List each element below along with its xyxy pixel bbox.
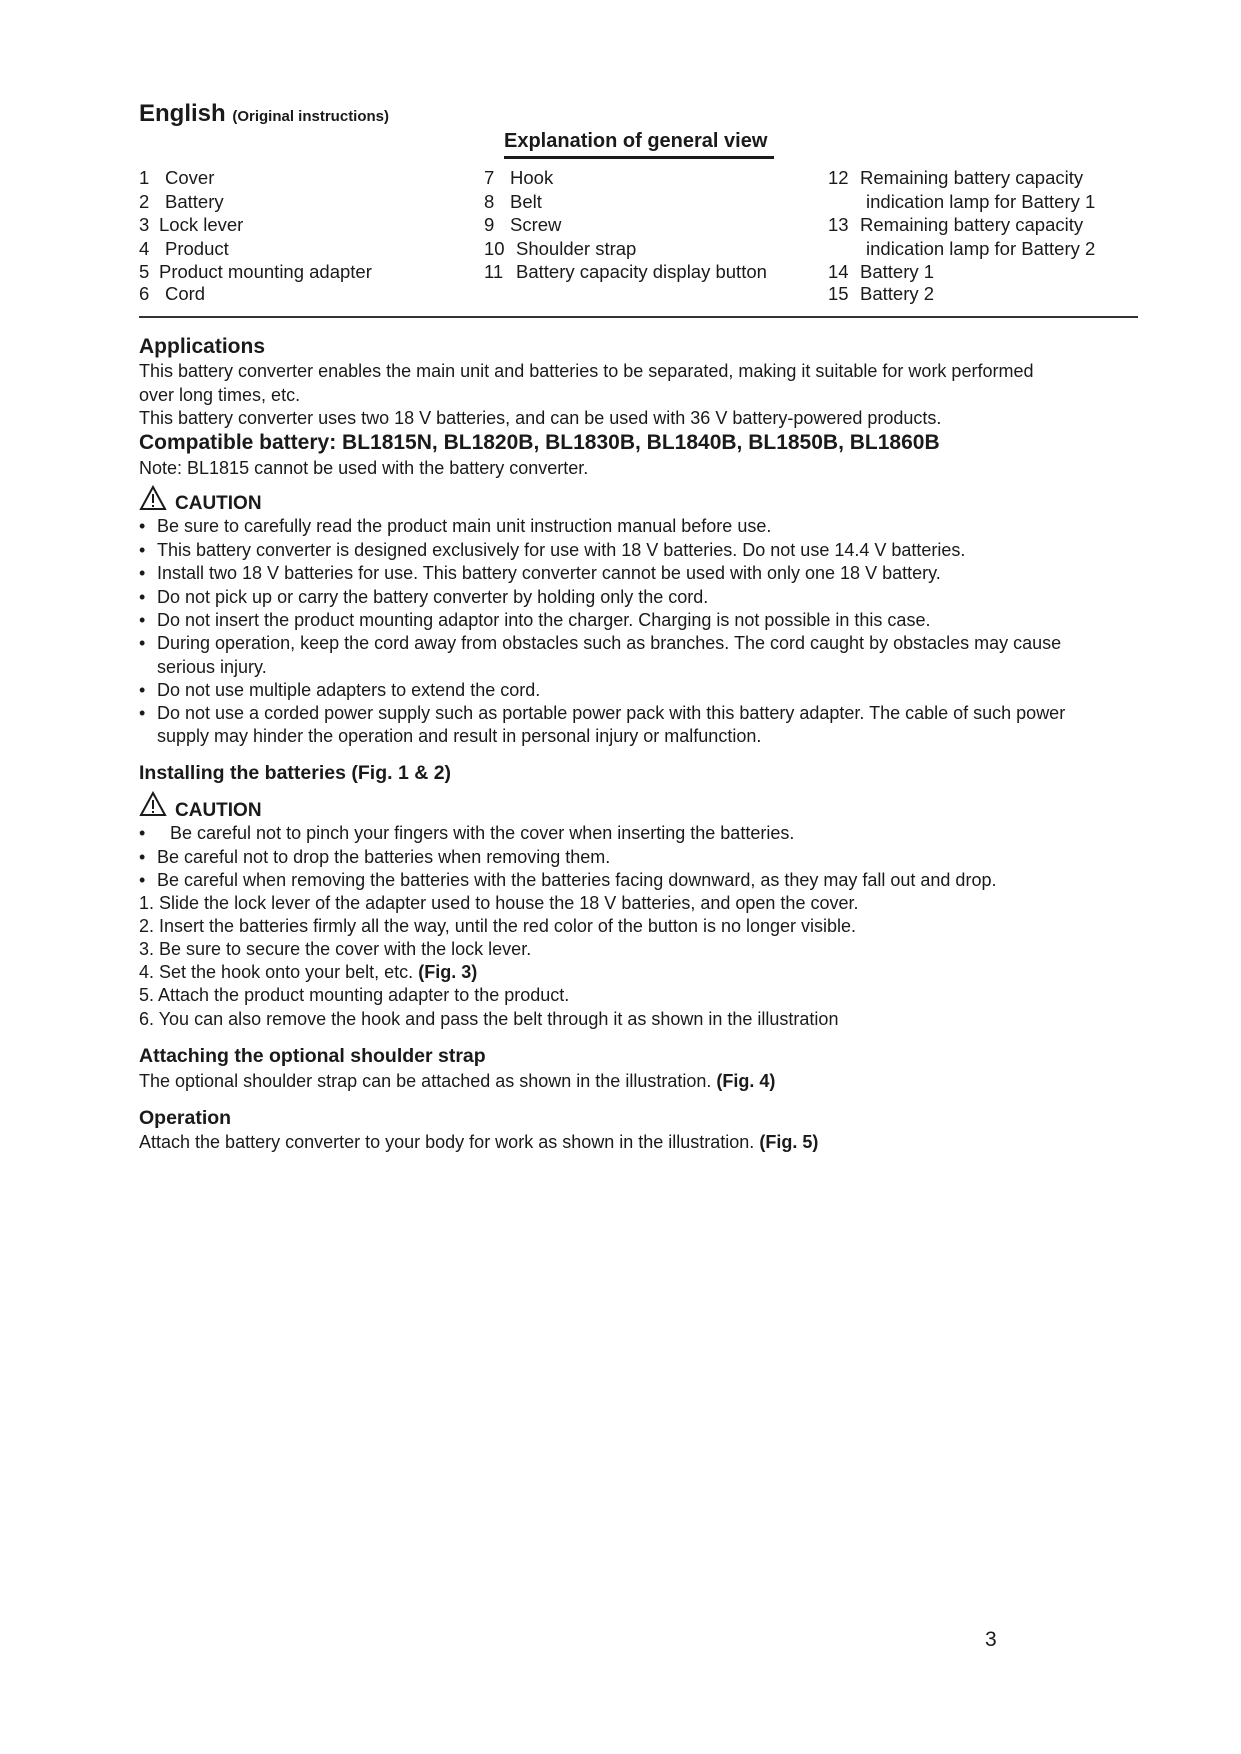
caution-bullet: Be sure to carefully read the product main unit instruction manual before use. bbox=[157, 516, 772, 536]
bullet-dot: • bbox=[139, 703, 146, 723]
gv-item-1: 1 Cover bbox=[139, 167, 215, 188]
bullet-dot: • bbox=[139, 540, 146, 560]
applications-text-3: This battery converter uses two 18 V batteries, and can be used with 36 V battery-powered products. bbox=[139, 408, 942, 428]
caution-bullet: Do not use a corded power supply such as portable power pack with this battery adapter. The cable of such power bbox=[157, 703, 1066, 723]
caution-bullet: Do not use multiple adapters to extend the cord. bbox=[157, 680, 541, 700]
fig-ref: (Fig. 5) bbox=[759, 1132, 819, 1152]
gv-item-2: 2 Battery bbox=[139, 191, 224, 212]
warning-icon bbox=[139, 791, 167, 817]
page-number: 3 bbox=[985, 1628, 997, 1651]
gv-item-15: 15 Battery 2 bbox=[828, 283, 935, 304]
install-step: 5. Attach the product mounting adapter to the product. bbox=[139, 985, 570, 1005]
install-caution-bullet: Be careful not to drop the batteries when removing them. bbox=[157, 847, 611, 867]
install-step: 1. Slide the lock lever of the adapter used to house the 18 V batteries, and open the cover. bbox=[139, 893, 859, 913]
gv-item-8: 8 Belt bbox=[484, 191, 542, 212]
applications-text-1: This battery converter enables the main unit and batteries to be separated, making it suitable for work performed bbox=[139, 361, 1034, 381]
warning-icon bbox=[139, 485, 167, 511]
manual-page bbox=[139, 0, 1139, 1754]
operation-heading: Operation bbox=[139, 1107, 232, 1129]
general-view-title: Explanation of general view bbox=[504, 130, 768, 152]
caution-bullet: Install two 18 V batteries for use. This battery converter cannot be used with only one 18 V battery. bbox=[157, 563, 941, 583]
caution-bullet: During operation, keep the cord away from obstacles such as branches. The cord caught by obstacles may cause bbox=[157, 633, 1062, 653]
install-step: 4. Set the hook onto your belt, etc. (Fig. 3) bbox=[139, 962, 478, 982]
gv-item-4: 4 Product bbox=[139, 238, 229, 259]
caution-bullet-cont: supply may hinder the operation and result in personal injury or malfunction. bbox=[157, 726, 762, 746]
bullet-dot: • bbox=[139, 633, 146, 653]
install-step: 2. Insert the batteries firmly all the way, until the red color of the button is no longer visible. bbox=[139, 916, 857, 936]
installing-heading: Installing the batteries (Fig. 1 & 2) bbox=[139, 762, 452, 784]
operation-text: Attach the battery converter to your body for work as shown in the illustration. (Fig. 5) bbox=[139, 1132, 819, 1152]
gv-item-12-cont: indication lamp for Battery 1 bbox=[866, 191, 1096, 212]
fig-ref: (Fig. 3) bbox=[418, 962, 478, 982]
gv-item-11: 11 Battery capacity display button bbox=[484, 261, 767, 282]
bullet-dot: • bbox=[139, 610, 146, 630]
gv-item-13: 13 Remaining battery capacity bbox=[828, 214, 1084, 235]
gv-item-9: 9 Screw bbox=[484, 214, 562, 235]
gv-item-3: 3 Lock lever bbox=[139, 214, 244, 235]
bullet-dot: • bbox=[139, 870, 146, 890]
bullet-dot: • bbox=[139, 847, 146, 867]
caution-bullet: Do not insert the product mounting adaptor into the charger. Charging is not possible in this case. bbox=[157, 610, 931, 630]
install-caution-bullet: Be careful not to pinch your fingers with the cover when inserting the batteries. bbox=[170, 823, 795, 843]
gv-item-10: 10 Shoulder strap bbox=[484, 238, 637, 259]
applications-note: Note: BL1815 cannot be used with the battery converter. bbox=[139, 458, 589, 478]
gv-item-7: 7 Hook bbox=[484, 167, 554, 188]
bullet-dot: • bbox=[139, 516, 146, 536]
gv-item-12: 12 Remaining battery capacity bbox=[828, 167, 1084, 188]
bullet-dot: • bbox=[139, 680, 146, 700]
install-caution-bullet: Be careful when removing the batteries with the batteries facing downward, as they may fall out and drop. bbox=[157, 870, 997, 890]
applications-heading: Applications bbox=[139, 335, 266, 358]
language-label: English bbox=[139, 100, 226, 127]
bullet-dot: • bbox=[139, 823, 146, 843]
install-step: 3. Be sure to secure the cover with the lock lever. bbox=[139, 939, 532, 959]
compatible-battery: Compatible battery: BL1815N, BL1820B, BL1830B, BL1840B, BL1850B, BL1860B bbox=[139, 431, 940, 454]
gv-item-6: 6 Cord bbox=[139, 283, 206, 304]
language-heading bbox=[139, 100, 389, 128]
caution-bullet-cont: serious injury. bbox=[157, 657, 267, 677]
caution-label: CAUTION bbox=[175, 493, 262, 514]
install-step: 6. You can also remove the hook and pass the belt through it as shown in the illustration bbox=[139, 1009, 839, 1029]
shoulder-strap-text: The optional shoulder strap can be attached as shown in the illustration. (Fig. 4) bbox=[139, 1071, 776, 1091]
gv-item-5: 5 Product mounting adapter bbox=[139, 261, 372, 282]
applications-text-2: over long times, etc. bbox=[139, 385, 301, 405]
bullet-dot: • bbox=[139, 563, 146, 583]
gv-item-14: 14 Battery 1 bbox=[828, 261, 935, 282]
general-view-underline bbox=[504, 156, 774, 159]
shoulder-strap-heading: Attaching the optional shoulder strap bbox=[139, 1045, 486, 1067]
caution-bullet: This battery converter is designed exclusively for use with 18 V batteries. Do not use 14.4 V batteries. bbox=[157, 540, 966, 560]
caution-bullet: Do not pick up or carry the battery converter by holding only the cord. bbox=[157, 587, 709, 607]
section-divider bbox=[139, 316, 1138, 318]
caution-label: CAUTION bbox=[175, 800, 262, 821]
language-note: (Original instructions) bbox=[232, 108, 390, 125]
bullet-dot: • bbox=[139, 587, 146, 607]
fig-ref: (Fig. 4) bbox=[716, 1071, 776, 1091]
gv-item-13-cont: indication lamp for Battery 2 bbox=[866, 238, 1096, 259]
